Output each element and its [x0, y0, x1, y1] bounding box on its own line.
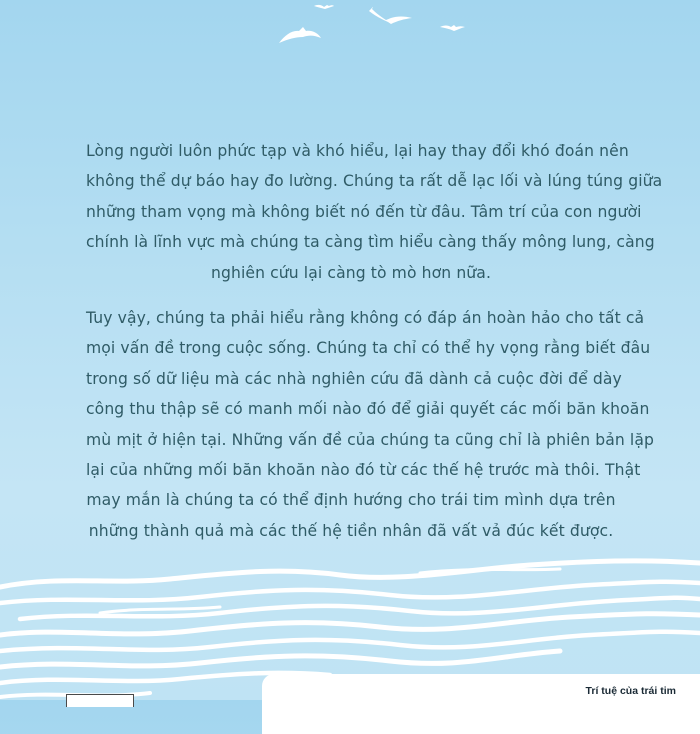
body-text	[86, 136, 663, 546]
text-line: chính là lĩnh vực mà chúng ta càng tìm hiểu càng thấy mông lung, càng	[86, 233, 655, 252]
text-line: mù mịt ở hiện tại. Những vấn đề của chúng ta cũng chỉ là phiên bản lặp	[86, 430, 655, 449]
text-line: trong số dữ liệu mà các nhà nghiên cứu đã dành cả cuộc đời để dày	[86, 369, 622, 388]
seagull-icon	[314, 5, 334, 9]
paragraph-1	[86, 136, 663, 288]
text-line: Lòng người luôn phức tạp và khó hiểu, lại hay thay đổi khó đoán nên	[86, 142, 629, 160]
seagull-icon	[279, 27, 321, 43]
text-line: không thể dự báo hay đo lường. Chúng ta rất dễ lạc lối và lúng túng giữa	[86, 172, 663, 191]
text-line: nghiên cứu lại càng tò mò hơn nữa.	[210, 263, 491, 282]
seagull-icon	[440, 25, 465, 31]
seagull-icon	[369, 7, 412, 24]
corner-label-box	[66, 694, 134, 707]
text-line: những tham vọng mà không biết nó đến từ đâu. Tâm trí của con người	[86, 202, 642, 221]
seagulls-illustration	[0, 0, 700, 60]
text-line: may mắn là chúng ta có thể định hướng cho trái tim mình dựa trên	[86, 491, 616, 510]
text-line: những thành quả mà các thế hệ tiền nhân đã vất vả đúc kết được.	[88, 521, 614, 540]
text-line: Tuy vậy, chúng ta phải hiểu rằng không có đáp án hoàn hảo cho tất cả	[86, 309, 645, 328]
paragraph-2	[86, 303, 655, 546]
text-line: công thu thập sẽ có manh mối nào đó để giải quyết các mối băn khoăn	[86, 400, 650, 419]
text-line: lại của những mối băn khoăn nào đó từ các thế hệ trước mà thôi. Thật	[86, 461, 641, 480]
book-title-card	[262, 674, 700, 734]
book-title: Trí tuệ của trái tim	[585, 685, 676, 697]
text-line: mọi vấn đề trong cuộc sống. Chúng ta chỉ có thể hy vọng rằng biết đâu	[86, 339, 651, 358]
